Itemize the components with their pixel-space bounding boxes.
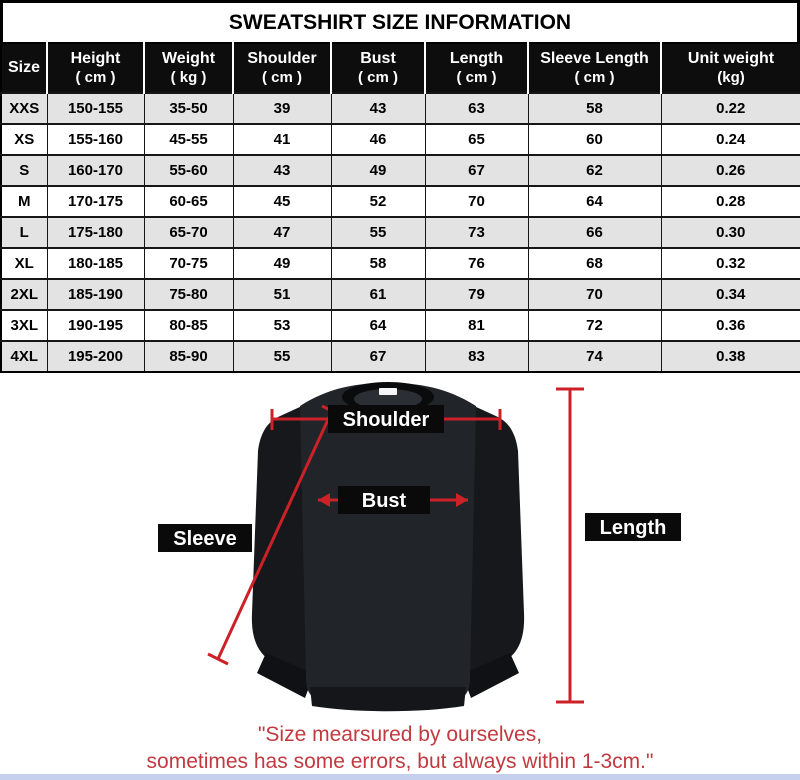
value-cell: 70-75: [144, 248, 233, 279]
shoulder-label: [328, 405, 444, 433]
table-row: [1, 93, 800, 124]
size-cell: XXS: [1, 93, 47, 124]
value-cell: 175-180: [47, 217, 144, 248]
column-header: Length ( cm ): [425, 43, 528, 93]
value-cell: 65-70: [144, 217, 233, 248]
table-row: [1, 248, 800, 279]
size-table-body: [1, 93, 800, 372]
value-cell: 190-195: [47, 310, 144, 341]
neck-tag: [379, 388, 397, 395]
value-cell: 0.28: [661, 186, 800, 217]
value-cell: 70: [528, 279, 661, 310]
value-cell: 39: [233, 93, 331, 124]
header-row: [1, 43, 800, 93]
value-cell: 51: [233, 279, 331, 310]
value-cell: 43: [331, 93, 425, 124]
value-cell: 0.34: [661, 279, 800, 310]
length-label: [585, 513, 681, 541]
size-cell: XS: [1, 124, 47, 155]
column-header: Unit weight (kg): [661, 43, 800, 93]
size-cell: XL: [1, 248, 47, 279]
table-row: [1, 155, 800, 186]
svg-text:Sleeve: Sleeve: [173, 528, 237, 550]
size-cell: L: [1, 217, 47, 248]
disclaimer-line-1: "Size mearsured by ourselves,: [257, 723, 543, 746]
table-row: [1, 217, 800, 248]
column-header: Size: [1, 43, 47, 93]
value-cell: 0.38: [661, 341, 800, 372]
table-row: [1, 186, 800, 217]
value-cell: 155-160: [47, 124, 144, 155]
value-cell: 58: [331, 248, 425, 279]
value-cell: 0.22: [661, 93, 800, 124]
value-cell: 0.30: [661, 217, 800, 248]
value-cell: 52: [331, 186, 425, 217]
disclaimer-line-2: sometimes has some errors, but always within 1-3cm.": [146, 750, 654, 773]
value-cell: 60-65: [144, 186, 233, 217]
size-cell: M: [1, 186, 47, 217]
value-cell: 70: [425, 186, 528, 217]
column-header: Shoulder ( cm ): [233, 43, 331, 93]
table-row: [1, 279, 800, 310]
size-cell: S: [1, 155, 47, 186]
value-cell: 75-80: [144, 279, 233, 310]
value-cell: 0.24: [661, 124, 800, 155]
bust-label: [338, 486, 430, 514]
value-cell: 53: [233, 310, 331, 341]
table-row: [1, 310, 800, 341]
value-cell: 74: [528, 341, 661, 372]
value-cell: 0.26: [661, 155, 800, 186]
value-cell: 65: [425, 124, 528, 155]
value-cell: 49: [331, 155, 425, 186]
value-cell: 41: [233, 124, 331, 155]
sweatshirt-measurement-diagram: [0, 373, 800, 716]
value-cell: 67: [331, 341, 425, 372]
value-cell: 62: [528, 155, 661, 186]
value-cell: 64: [528, 186, 661, 217]
svg-text:Length: Length: [599, 517, 667, 539]
value-cell: 55: [331, 217, 425, 248]
value-cell: 85-90: [144, 341, 233, 372]
page-title: SWEATSHIRT SIZE INFORMATION: [0, 0, 800, 42]
hem-band: [310, 687, 466, 711]
size-disclaimer: [0, 716, 800, 778]
value-cell: 67: [425, 155, 528, 186]
column-header: Weight ( kg ): [144, 43, 233, 93]
value-cell: 60: [528, 124, 661, 155]
sweatshirt-diagram-svg: [0, 373, 800, 716]
value-cell: 68: [528, 248, 661, 279]
value-cell: 49: [233, 248, 331, 279]
table-row: [1, 341, 800, 372]
svg-text:Bust: Bust: [361, 490, 407, 512]
size-table-header: [1, 43, 800, 93]
value-cell: 160-170: [47, 155, 144, 186]
column-header: Bust ( cm ): [331, 43, 425, 93]
value-cell: 180-185: [47, 248, 144, 279]
value-cell: 150-155: [47, 93, 144, 124]
value-cell: 47: [233, 217, 331, 248]
value-cell: 43: [233, 155, 331, 186]
value-cell: 55: [233, 341, 331, 372]
value-cell: 185-190: [47, 279, 144, 310]
value-cell: 80-85: [144, 310, 233, 341]
value-cell: 81: [425, 310, 528, 341]
value-cell: 58: [528, 93, 661, 124]
value-cell: 46: [331, 124, 425, 155]
size-table: [0, 42, 800, 373]
value-cell: 63: [425, 93, 528, 124]
value-cell: 195-200: [47, 341, 144, 372]
value-cell: 61: [331, 279, 425, 310]
value-cell: 66: [528, 217, 661, 248]
value-cell: 73: [425, 217, 528, 248]
value-cell: 64: [331, 310, 425, 341]
size-cell: 4XL: [1, 341, 47, 372]
size-cell: 2XL: [1, 279, 47, 310]
size-cell: 3XL: [1, 310, 47, 341]
value-cell: 79: [425, 279, 528, 310]
svg-text:Shoulder: Shoulder: [342, 409, 430, 431]
value-cell: 45-55: [144, 124, 233, 155]
value-cell: 35-50: [144, 93, 233, 124]
sleeve-label: [158, 524, 252, 552]
value-cell: 0.36: [661, 310, 800, 341]
value-cell: 170-175: [47, 186, 144, 217]
value-cell: 76: [425, 248, 528, 279]
value-cell: 72: [528, 310, 661, 341]
value-cell: 55-60: [144, 155, 233, 186]
value-cell: 83: [425, 341, 528, 372]
value-cell: 45: [233, 186, 331, 217]
value-cell: 0.32: [661, 248, 800, 279]
bottom-strip-divider: [0, 774, 800, 780]
table-row: [1, 124, 800, 155]
length-measure-line: [556, 389, 584, 702]
column-header: Sleeve Length ( cm ): [528, 43, 661, 93]
column-header: Height ( cm ): [47, 43, 144, 93]
